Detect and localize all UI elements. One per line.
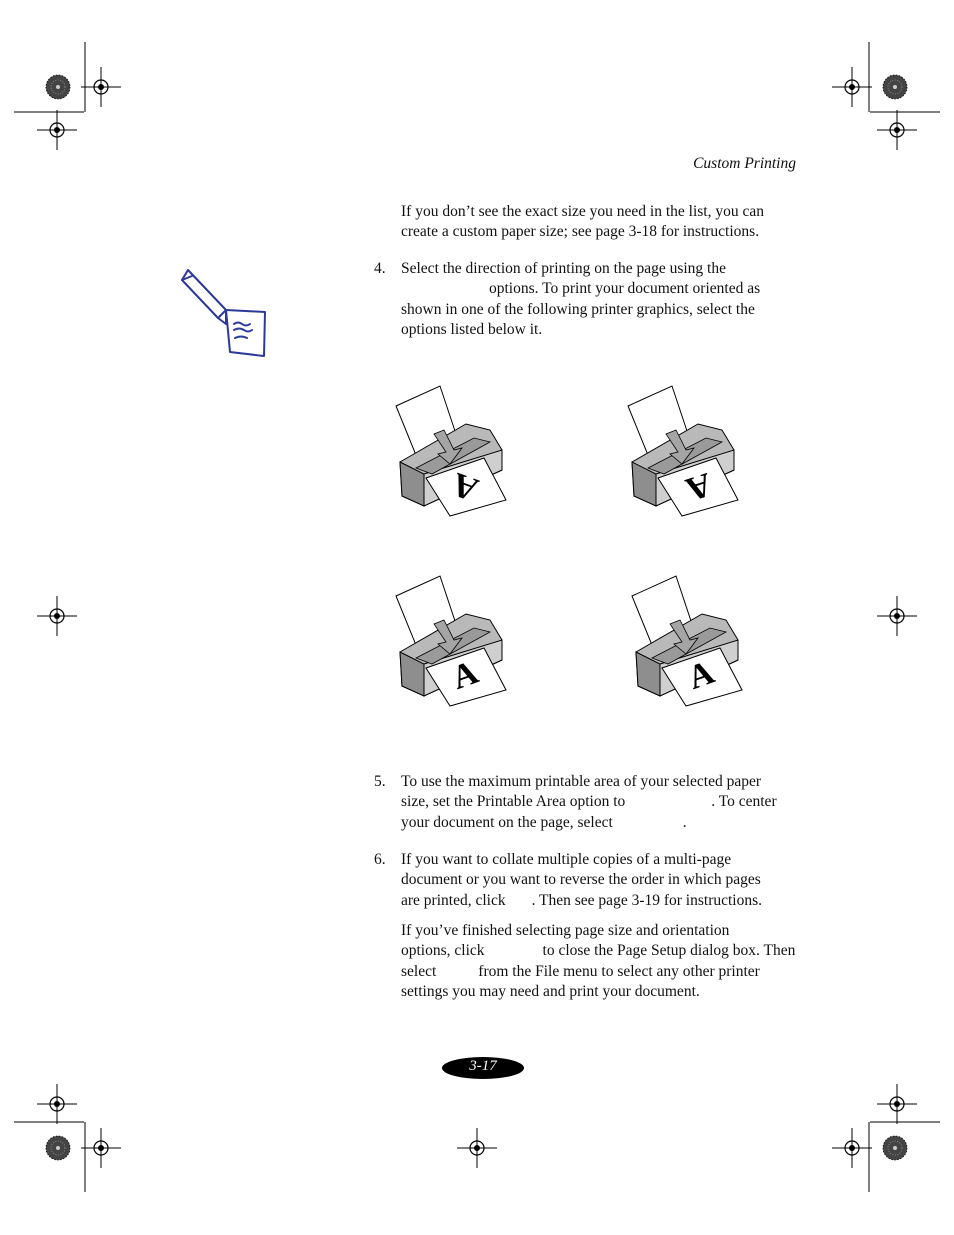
note-pen-icon [178, 266, 270, 358]
step-4-line-2: options. To print your document oriented as [489, 280, 761, 298]
finish-line-4: settings you may need and print your document. [401, 982, 700, 1000]
finish-line-1: If you’ve finished selecting page size and orientation [401, 922, 730, 939]
step-6-text [401, 850, 801, 911]
figure-2-glyph: A [681, 465, 717, 508]
finish-line-2: options, click to close the Page Setup dialog box. Then [401, 942, 796, 960]
figure-3 [396, 576, 506, 706]
figure-1 [396, 386, 506, 516]
step-5-number: 5. [374, 773, 386, 790]
step-4-text [401, 259, 801, 340]
orientation-figures [360, 370, 760, 715]
step-6-number: 6. [374, 851, 386, 868]
step-4-line-1: Select the direction of printing on the page using the [401, 260, 726, 277]
intro-paragraph [401, 202, 801, 243]
step-5-line-3: your document on the page, select . [401, 813, 687, 831]
finish-line-3: select from the File menu to select any other printer [401, 962, 760, 980]
step-5-line-2: size, set the Printable Area option to . To center [401, 793, 777, 811]
figure-4 [632, 576, 742, 706]
figure-4-glyph: A [683, 653, 719, 698]
figure-1-glyph: A [447, 464, 483, 509]
step-6-line-1: If you want to collate multiple copies of a multi-page [401, 851, 732, 868]
step-5-line-1: To use the maximum printable area of your selected paper [401, 773, 762, 790]
page-number-badge [442, 1057, 524, 1079]
step-5-text [401, 772, 801, 833]
step-4-line-3: shown in one of the following printer graphics, select the [401, 300, 755, 318]
step-4-number: 4. [374, 260, 386, 277]
step-4-line-4: options listed below it. [401, 320, 543, 338]
intro-text: If you don’t see the exact size you need in the list, you can create a custom paper size; see page 3-18 for instructions. [401, 203, 764, 241]
figure-3-glyph: A [447, 653, 483, 698]
figure-2 [628, 386, 738, 516]
page-number: 3-17 [469, 1058, 497, 1074]
running-header: Custom Printing [693, 155, 796, 172]
step-6-line-2: document or you want to reverse the order in which pages [401, 871, 761, 889]
step-6-line-3: are printed, click . Then see page 3-19 for instructions. [401, 891, 763, 909]
finish-paragraph [401, 921, 801, 1002]
